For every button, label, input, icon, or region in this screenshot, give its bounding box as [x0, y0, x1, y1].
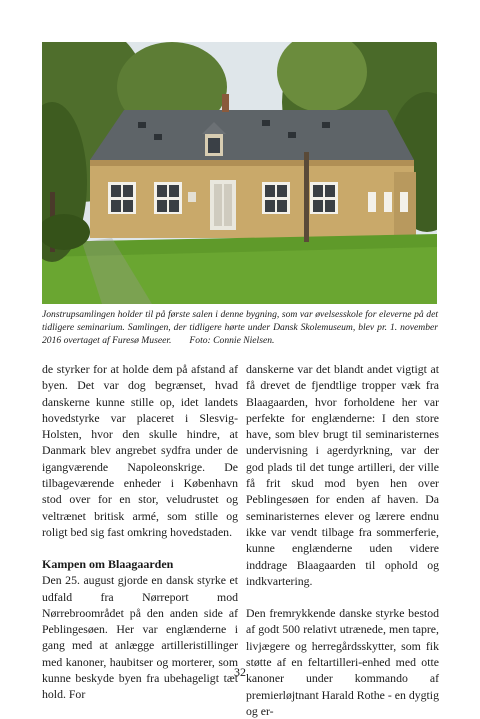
photo-caption: [42, 308, 438, 347]
building-photo: [42, 42, 437, 304]
body-paragraph: danskerne var det blandt andet vigtigt at få drevet de fjendtlige tropper væk fra Blaagaarden, hvor forholdene her var perfekte for englænderne: I den store have, som blev brugt til seminaristernes undervisning i agerdyrkning, var der god plads til det tunge artilleri, der ville få frit skud mod byen hen over Peblingesøen for enden af haven. Da seminaristernes elever og lærere endnu ikke var vendt tilbage fra sommerferie, kunne englænderne uden videre inddrage Blaagaarden til ophold og indkvartering.: [246, 362, 439, 588]
left-column: [42, 361, 238, 703]
body-paragraph: de styrker for at holde dem på afstand af byen. Det var dog begrænset, hvad danskerne kunne stille op, idet landets hovedstyrke var placeret i Slesvig-Holsten, hvor den skulle hindre, at Danmark blev angrebet sydfra under de igangværende Napoleonskrige. De tilbageværende enheder i København stod over for en stor, veludrustet og veltrænet britisk armé, som stille og roligt bed sig fast omkring hovedstaden.: [42, 362, 238, 539]
page-number: 32: [234, 665, 246, 679]
body-paragraph: Den 25. august gjorde en dansk styrke et udfald fra Nørreport mod Nørrebroområdet på den anden side af Peblingesøen. Her var englænderne i gang med at anlægge artilleristillinger med kanoner, haubitser og morterer, som kunne beskyde byen fra ubehageligt tæt hold. For: [42, 573, 238, 702]
building-illustration: [42, 42, 437, 304]
caption-text: Jonstrupsamlingen holder til på første salen i denne bygning, som var øvelsesskole for eleverne på det tidligere seminarium. Samlingen, der tidligere hørte under Dansk Skolemuseum, blev pr. 1. november 2016 overtaget af Furesø Museer.: [42, 309, 438, 346]
photo-credit: Foto: Connie Nielsen.: [189, 335, 275, 346]
section-heading: Kampen om Blaagaarden: [42, 557, 174, 572]
body-paragraph: Den fremrykkende danske styrke bestod af godt 500 relativt utrænede, men tapre, livjægere og herregårdsskytter, som fik støtte af en feltartilleri-enhed med otte kanoner under kommando af premierløjtnant Harald Rothe - en dygtig og er-: [246, 606, 439, 718]
